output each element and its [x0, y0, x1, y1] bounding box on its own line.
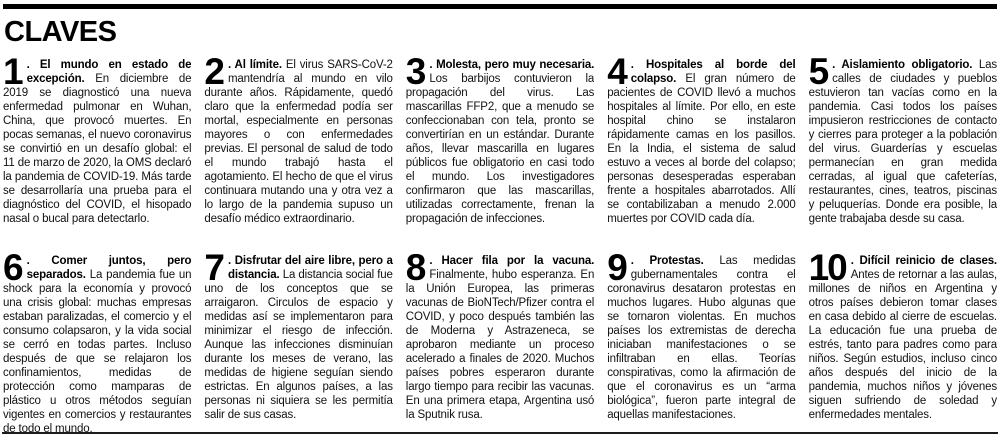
key-separator: . — [429, 255, 442, 267]
key-number: 2 — [204, 58, 223, 92]
key-item-9 — [607, 254, 795, 436]
key-lead: Hospitales al borde del colapso. — [630, 59, 796, 85]
top-rule — [3, 4, 997, 9]
key-item-6 — [3, 254, 191, 436]
key-item-1 — [3, 58, 191, 226]
key-number: 1 — [3, 58, 22, 92]
key-text — [3, 254, 191, 436]
key-body: Los barbijos contuvieron la propagación del virus. Las mascarillas FFP2, que a menudo se confeccionaban con tela, pronto se convertirían en un estándar. Durante años, llevar mascarilla en lugares públicos fue obligatorio en casi todo el mundo. Los investigadores confirmaron que las mascarillas, utilizadas correctamente, frenan la propagación de infecciones. — [405, 73, 595, 225]
key-number: 6 — [3, 254, 22, 288]
key-body: Antes de retornar a las aulas, millones de niños en Argentina y otros países debieron tomar clases en casa debido al cierre de escuelas. La educación fue una prueba de estrés, tanto para padres como para niños. Según estudios, incluso cinco años después del inicio de la pandemia, muchos niños y jóvenes siguen sufriendo de soledad y enfermedades mentales. — [808, 269, 997, 421]
key-body: Finalmente, hubo esperanza. En la Unión Europea, las primeras vacunas de BioNTech/Pfizer contra el COVID, y poco después también las de Moderna y Astrazeneca, se aprobaron mediante un proceso acelerado a finales de 2020. Muchos países pobres esperaron durante largo tiempo para recibir las vacunas. En una primera etapa, Argentina usó la Sputnik rusa. — [405, 269, 595, 421]
key-body: La distancia social fue uno de los conceptos que se arraigaron. Circulos de espacio y medidas así se implementaron para minimizar el riesgo de infección. Aunque las infecciones disminuían durante los meses de verano, las medidas de higiene seguían siendo estrictas. En algunos países, a las personas ni siquiera se les permitía salir de sus casas. — [204, 269, 393, 421]
key-text — [3, 58, 191, 226]
key-item-2 — [204, 58, 392, 226]
key-body: El gran número de pacientes de COVID llevó a muchos hospitales al límite. Por ello, en este hospital chino se instalaron rápidamente camas en los pasillos. En la India, el sistema de salud estuvo a veces al borde del colapso; personas desesperadas esperaban frente a hospitales abarrotados. Allí se contabilizaban a menudo 2.000 muertes por COVID cada día. — [607, 73, 796, 225]
key-separator: . — [227, 255, 235, 267]
key-separator: . — [630, 255, 650, 267]
key-number: 8 — [405, 254, 425, 288]
key-item-3 — [406, 58, 594, 226]
key-body: La pandemia fue un shock para la economía y provocó una crisis global: muchas empresas estaban paralizadas, el comercio y el consumo colapsaron, y la vida social se cerró en todas partes. Incluso después de que se relajaron los confinamientos, medidas de protección como mamparas de plástico u otros métodos seguían vigentes en comercios y restaurantes de todo el mundo. — [3, 269, 192, 435]
key-lead: Al límite. — [234, 59, 282, 71]
key-lead: Molesta, pero muy necesaria. — [436, 59, 595, 71]
key-body: Las calles de ciudades y pueblos estuvieron tan vacías como en la pandemia. Casi todos los países impusieron restricciones de contacto y cierres para proteger a la población del virus. Guarderías y escuelas permanecían en gran medida cerradas, al igual que cafeterías, restaurantes, cines, teatros, piscinas y peluquerías. Donde era posible, la gente trabajaba desde su casa. — [808, 59, 997, 225]
key-number: 5 — [808, 58, 828, 92]
key-lead: Hacer fila por la vacuna. — [441, 255, 595, 267]
key-item-7 — [204, 254, 392, 436]
key-separator: . — [429, 59, 437, 71]
key-number: 10 — [808, 254, 846, 288]
key-separator: . — [26, 255, 52, 267]
key-number: 7 — [204, 254, 223, 288]
key-body: En diciembre de 2019 se diagnosticó una nueva enfermedad pulmonar en Wuhan, China, que provocó muertes. En pocas semanas, el nuevo coronavirus se convirtió en un desafío global: el 11 de marzo de 2020, la OMS declaró la pandemia de COVID-19. Más tarde se desarrollaría una prueba para el diagnóstico del COVID, el hisopado nasal o bucal para detectarlo. — [3, 73, 192, 225]
key-text — [204, 254, 392, 422]
key-item-8 — [406, 254, 594, 436]
key-text — [607, 58, 795, 226]
key-text — [406, 254, 594, 422]
key-item-4 — [607, 58, 795, 226]
bottom-rule — [2, 432, 998, 434]
key-separator: . — [832, 59, 842, 71]
key-number: 4 — [607, 58, 626, 92]
key-lead: Protestas. — [649, 255, 704, 267]
key-separator: . — [850, 255, 860, 267]
key-text — [607, 254, 795, 422]
key-number: 3 — [405, 58, 425, 92]
key-lead: El mundo en estado de excepción. — [26, 59, 192, 85]
key-item-5 — [809, 58, 997, 226]
key-text — [809, 58, 997, 226]
key-body: Las medidas gubernamentales contra el coronavirus desataron protestas en muchos lugares. Hubo algunas que se tornaron violentas. En muchos países los extremistas de derecha iniciaban manifestaciones o se infiltraban en ellas. Teorías conspirativas, como la afirmación de que el coronavirus es un “arma biológica”, fueron parte integral de aquellas manifestaciones. — [607, 255, 796, 421]
key-text — [406, 58, 594, 226]
key-separator: . — [227, 59, 235, 71]
key-lead: Disfrutar del aire libre, pero a distancia. — [227, 255, 393, 281]
key-text — [204, 58, 392, 226]
key-body: El virus SARS-CoV-2 mantendría al mundo en vilo durante años. Rápidamente, quedó claro que la enfermedad podía ser mortal, especialmente en personas mayores o con enfermedades previas. El personal de salud de todo el mundo trabajó hasta el agotamiento. El hecho de que el virus continuara mutando una y otra vez a lo largo de la pandemia supuso un desafío médico extraordinario. — [204, 59, 393, 225]
key-lead: Comer juntos, pero separados. — [26, 255, 192, 281]
key-separator: . — [26, 59, 40, 71]
keys-grid — [3, 58, 997, 436]
key-lead: Difícil reinicio de clases. — [859, 255, 997, 267]
key-number: 9 — [607, 254, 626, 288]
key-separator: . — [630, 59, 646, 71]
key-lead: Aislamiento obligatorio. — [841, 59, 973, 71]
page-title: CLAVES — [4, 16, 117, 48]
key-item-10 — [809, 254, 997, 436]
